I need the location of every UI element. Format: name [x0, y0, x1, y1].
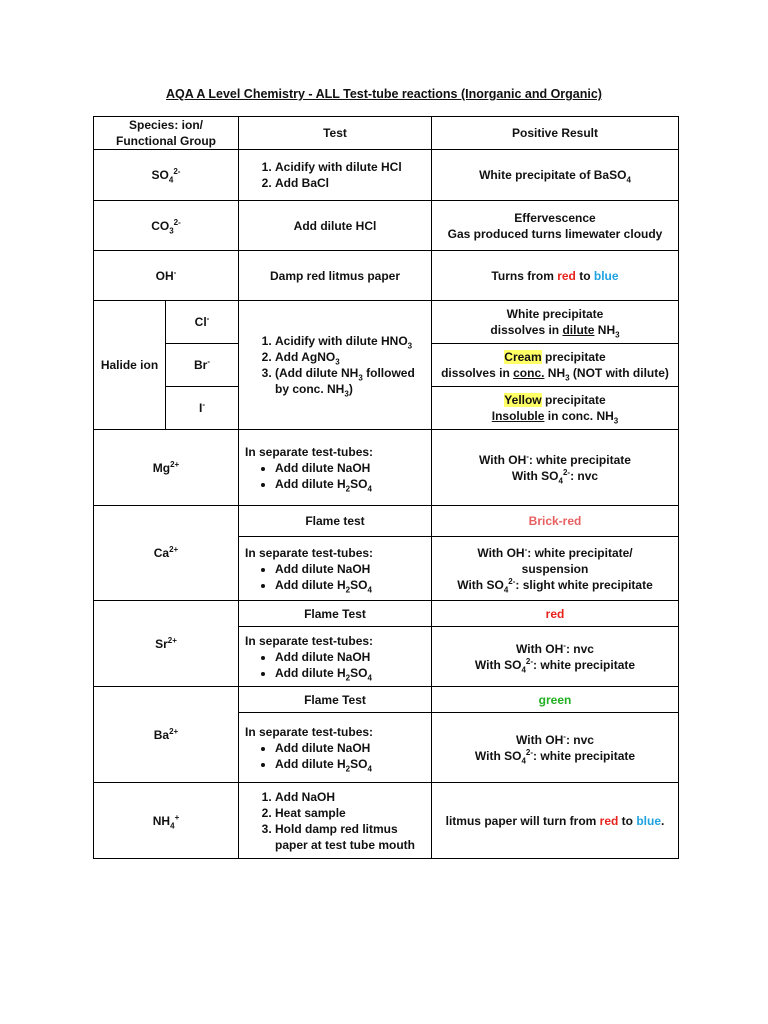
test-barium-solution: In separate test-tubes: • Add dilute NaOH • Add dilute $H_2SO_4$	[239, 713, 432, 783]
test-strontium-flame: Flame Test	[239, 601, 432, 627]
species-magnesium: $Mg^{2+}$	[94, 430, 239, 506]
species-iodide: I-	[166, 387, 239, 430]
species-halide-ion: Halide ion	[94, 301, 166, 430]
result-barium-solution: With OH-: nvc With $SO_4^{2-}$: white precipitate	[432, 713, 679, 783]
test-calcium-flame: Flame test	[239, 506, 432, 537]
table-header-row	[94, 117, 679, 150]
test-magnesium: In separate test-tubes: • Add dilute NaOH • Add dilute $H_2SO_4$	[239, 430, 432, 506]
table-row-barium-flame	[94, 687, 679, 713]
result-iodide: Yellow precipitate Insoluble in conc. $NH_3$	[432, 387, 679, 430]
result-strontium-flame: red	[432, 601, 679, 627]
species-bromide: Br-	[166, 344, 239, 387]
species-ammonium: $NH_4^+$	[94, 783, 239, 859]
species-hydroxide: OH-	[94, 251, 239, 301]
test-sulfate: 1. Acidify with dilute HCl 2. Add BaCl	[239, 150, 432, 201]
page-title: AQA A Level Chemistry - ALL Test-tube reactions (Inorganic and Organic)	[166, 87, 602, 101]
species-calcium: $Ca^{2+}$	[94, 506, 239, 601]
table-row-carbonate	[94, 201, 679, 251]
species-carbonate: $CO_3^{2-}$	[94, 201, 239, 251]
header-test: Test	[239, 117, 432, 150]
table-row-magnesium	[94, 430, 679, 506]
result-hydroxide: Turns from red to blue	[432, 251, 679, 301]
test-barium-flame: Flame Test	[239, 687, 432, 713]
test-halide: 1. Acidify with dilute $HNO_3$ 2. Add AgNO$_3$ 3. (Add dilute $NH_3$ followed by conc. $NH_3$)	[239, 301, 432, 430]
test-calcium-solution: In separate test-tubes: • Add dilute NaOH • Add dilute $H_2SO_4$	[239, 537, 432, 601]
result-calcium-flame: Brick-red	[432, 506, 679, 537]
test-carbonate: Add dilute HCl	[239, 201, 432, 251]
header-result: Positive Result	[432, 117, 679, 150]
result-carbonate: Effervescence Gas produced turns limewater cloudy	[432, 201, 679, 251]
species-barium: $Ba^{2+}$	[94, 687, 239, 783]
result-sulfate: White precipitate of BaSO$_4$	[432, 150, 679, 201]
test-strontium-solution: In separate test-tubes: • Add dilute NaOH • Add dilute $H_2SO_4$	[239, 627, 432, 687]
header-species: Species: ion/ Functional Group	[94, 117, 239, 150]
test-ammonium: 1. Add NaOH 2. Heat sample 3. Hold damp red litmus paper at test tube mouth	[239, 783, 432, 859]
table-row-chloride	[94, 301, 679, 344]
result-bromide: Cream precipitate dissolves in conc. $NH_3$ (NOT with dilute)	[432, 344, 679, 387]
test-hydroxide: Damp red litmus paper	[239, 251, 432, 301]
table-row-strontium-flame	[94, 601, 679, 627]
species-strontium: $Sr^{2+}$	[94, 601, 239, 687]
result-chloride: White precipitate dissolves in dilute $NH_3$	[432, 301, 679, 344]
result-magnesium: With OH-: white precipitate With $SO_4^{2-}$: nvc	[432, 430, 679, 506]
test-tube-reactions-table	[93, 116, 679, 859]
result-ammonium: litmus paper will turn from red to blue.	[432, 783, 679, 859]
table-row-ammonium	[94, 783, 679, 859]
result-strontium-solution: With OH-: nvc With $SO_4^{2-}$: white precipitate	[432, 627, 679, 687]
result-barium-flame: green	[432, 687, 679, 713]
table-row-hydroxide	[94, 251, 679, 301]
species-sulfate: $SO_4^{2-}$	[94, 150, 239, 201]
table-row-calcium-flame	[94, 506, 679, 537]
species-chloride: Cl-	[166, 301, 239, 344]
table-row-sulfate	[94, 150, 679, 201]
result-calcium-solution: With OH-: white precipitate/ suspension With $SO_4^{2-}$: slight white precipitate	[432, 537, 679, 601]
